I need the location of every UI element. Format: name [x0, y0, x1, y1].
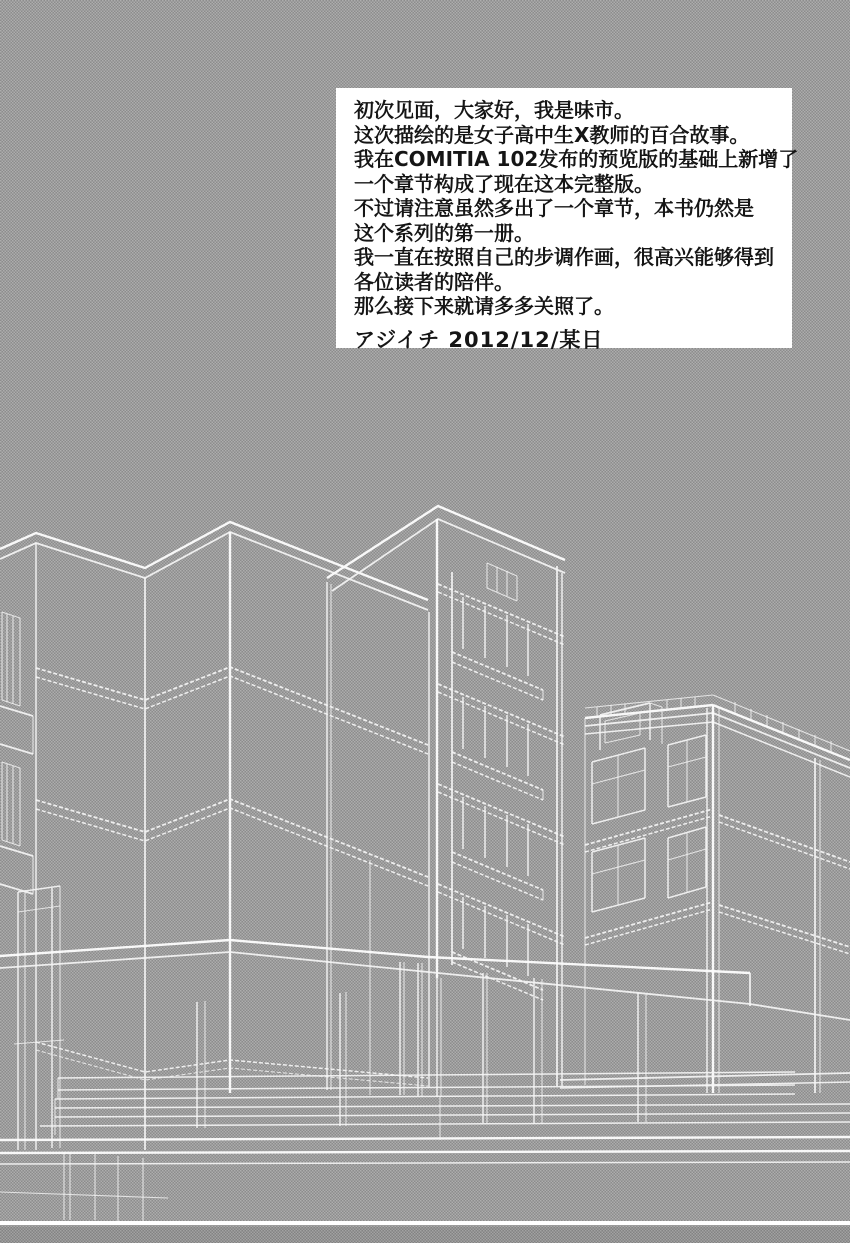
afterword-line: 这次描绘的是女子高中生X教师的百合故事。: [354, 122, 750, 147]
afterword-line: 一个章节构成了现在这本完整版。: [354, 171, 654, 196]
afterword-line: 初次见面，大家好，我是味市。: [354, 98, 634, 122]
afterword-line: 这个系列的第一册。: [354, 220, 534, 245]
afterword-line: 不过请注意虽然多出了一个章节，本书仍然是: [354, 196, 754, 220]
afterword-line: 我在COMITIA 102发布的预览版的基础上新增了: [354, 147, 799, 171]
afterword-line: 各位读者的陪伴。: [354, 269, 514, 294]
afterword-line: 我一直在按照自己的步调作画，很高兴能够得到: [354, 245, 774, 269]
afterword-line: 那么接下来就请多多关照了。: [354, 294, 614, 318]
afterword-text-box: [336, 88, 799, 352]
page-bottom-shade: [0, 1227, 850, 1243]
author-signature: アジイチ 2012/12/某日: [354, 327, 604, 352]
